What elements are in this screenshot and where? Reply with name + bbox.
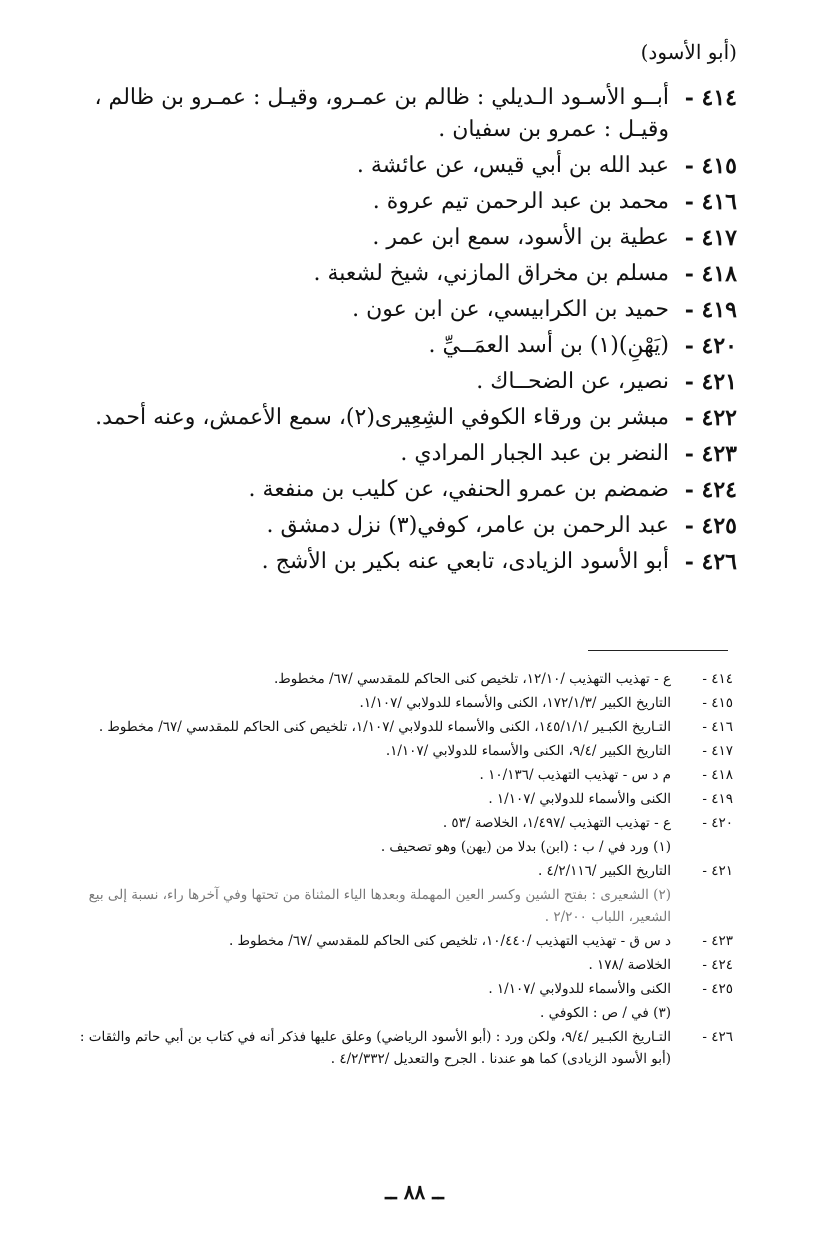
footnote-text: (٢) الشعيرى : بفتح الشين وكسر العين المهملة وبعدها الياء المثناة من تحتها وفي آخرها راء، نسبة إلى بيع الشعير، اللباب ٢/٢٠٠ . bbox=[88, 887, 671, 925]
entry-number: ٤٢٢ - bbox=[684, 405, 737, 431]
entry-424 bbox=[57, 474, 737, 506]
footnote-text: التاريخ الكبير /٤/٢/١١٦ . bbox=[537, 863, 671, 879]
footnote-417 bbox=[73, 740, 733, 762]
entry-text: حميد بن الكرابيسي، عن ابن عون . bbox=[352, 297, 669, 322]
entry-421 bbox=[57, 366, 737, 398]
footnote-number: ٤٢٣ - bbox=[702, 933, 733, 949]
entry-number: ٤٢٣ - bbox=[684, 441, 737, 467]
footnote-number: ٤١٩ - bbox=[702, 791, 733, 807]
footnote-text: (١) ورد في / ب : (ابن) بدلا من (يهن) وهو تصحيف . bbox=[380, 839, 671, 855]
footnote-text: الكنى والأسماء للدولابي /١/١٠٧ . bbox=[488, 981, 671, 997]
entry-text: ضمضم بن عمرو الحنفي، عن كليب بن منفعة . bbox=[248, 477, 669, 502]
entry-418 bbox=[57, 258, 737, 290]
page-number: ــ ٨٨ ــ bbox=[385, 1180, 444, 1204]
footnote-414 bbox=[73, 668, 733, 690]
footnote-sub-1 bbox=[73, 836, 733, 858]
entry-number: ٤٢١ - bbox=[684, 369, 737, 395]
entry-419 bbox=[57, 294, 737, 326]
footnote-number: ٤١٧ - bbox=[702, 743, 733, 759]
entry-number: ٤١٩ - bbox=[684, 297, 737, 323]
entry-number: ٤٢٥ - bbox=[684, 513, 737, 539]
entry-number: ٤١٤ - bbox=[684, 85, 737, 111]
entries-list bbox=[57, 82, 737, 582]
footnote-number: ٤١٦ - bbox=[702, 719, 733, 735]
footnote-number: ٤٢٦ - bbox=[702, 1029, 733, 1045]
footnote-number: ٤١٨ - bbox=[702, 767, 733, 783]
footnote-418 bbox=[73, 764, 733, 786]
entry-415 bbox=[57, 150, 737, 182]
entry-text: عبد الله بن أبي قيس، عن عائشة . bbox=[356, 153, 669, 178]
entry-422 bbox=[57, 402, 737, 434]
entry-420 bbox=[57, 330, 737, 362]
entry-number: ٤١٥ - bbox=[684, 153, 737, 179]
footnotes-list bbox=[73, 668, 733, 1072]
footnote-419 bbox=[73, 788, 733, 810]
footnote-420 bbox=[73, 812, 733, 834]
entry-text: عطية بن الأسود، سمع ابن عمر . bbox=[372, 225, 669, 250]
entry-text: النضر بن عبد الجبار المرادي . bbox=[400, 441, 669, 466]
footnote-423 bbox=[73, 930, 733, 952]
entry-426 bbox=[57, 546, 737, 578]
footnote-text: م د س - تهذيب التهذيب /١٠/١٣٦ . bbox=[479, 767, 671, 783]
footnote-sub-3 bbox=[73, 1002, 733, 1024]
footnote-425 bbox=[73, 978, 733, 1000]
entry-text: مبشر بن ورقاء الكوفي الشِعِيرى(٢)، سمع الأعمش، وعنه أحمد. bbox=[95, 405, 669, 430]
footnote-text: الكنى والأسماء للدولابي /١/١٠٧ . bbox=[488, 791, 671, 807]
entry-text: محمد بن عبد الرحمن تيم عروة . bbox=[372, 189, 669, 214]
footnote-divider bbox=[588, 650, 728, 651]
footnote-number: ٤٢٥ - bbox=[702, 981, 733, 997]
footnote-text: ع - تهذيب التهذيب /١٢/١٠، تلخيص كنى الحاكم للمقدسي /٦٧/ مخطوط. bbox=[273, 671, 671, 687]
entry-text: أبو الأسود الزيادى، تابعي عنه بكير بن الأشج . bbox=[261, 549, 669, 574]
entry-417 bbox=[57, 222, 737, 254]
footnote-number: ٤٢٤ - bbox=[702, 957, 733, 973]
footnote-text: التـاريخ الكبـير /٩/٤، ولكن ورد : (أبو الأسود الرياضي) وعلق عليها فذكر أنه في كتاب بن أبي حاتم والثقات : (أبو الأسود الزيادى) كما هو عندنا . الجرح والتعديل /٤/٢/٣٣٢ . bbox=[79, 1029, 671, 1067]
entry-number: ٤١٦ - bbox=[684, 189, 737, 215]
footnote-424 bbox=[73, 954, 733, 976]
entry-number: ٤٢٦ - bbox=[684, 549, 737, 575]
entry-text: نصير، عن الضحــاك . bbox=[476, 369, 669, 394]
footnote-text: التـاريخ الكبـير /١٤٥/١/١، الكنى والأسماء للدولابي /١/١٠٧، تلخيص كنى الحاكم للمقدسي /٦٧/ مخطوط . bbox=[98, 719, 671, 735]
footnote-number: ٤١٤ - bbox=[702, 671, 733, 687]
entry-number: ٤١٨ - bbox=[684, 261, 737, 287]
footnote-421 bbox=[73, 860, 733, 882]
entry-text: (يَهْنِ)(١) بن أسد العمَــيِّ . bbox=[428, 333, 669, 358]
footnote-number: ٤١٥ - bbox=[702, 695, 733, 711]
footnote-text: ع - تهذيب التهذيب /١/٤٩٧، الخلاصة /٥٣ . bbox=[442, 815, 671, 831]
footnote-416 bbox=[73, 716, 733, 738]
footnote-text: التاريخ الكبير /٩/٤، الكنى والأسماء للدولابي /١/١٠٧. bbox=[385, 743, 671, 759]
footnote-text: د س ق - تهذيب التهذيب /١٠/٤٤٠، تلخيص كنى الحاكم للمقدسي /٦٧/ مخطوط . bbox=[228, 933, 671, 949]
entry-text: عبد الرحمن بن عامر، كوفي(٣) نزل دمشق . bbox=[266, 513, 669, 538]
entry-number: ٤١٧ - bbox=[684, 225, 737, 251]
entry-text: مسلم بن مخراق المازني، شيخ لشعبة . bbox=[313, 261, 669, 286]
entry-425 bbox=[57, 510, 737, 542]
entry-number: ٤٢٠ - bbox=[684, 333, 737, 359]
footnote-sub-2 bbox=[73, 884, 733, 928]
entry-text: أبــو الأسـود الـديلي : ظالم بن عمـرو، وقيـل : عمـرو بن ظالم ، وقيـل : عمرو بن سفيان . bbox=[94, 85, 669, 142]
footnote-text: الخلاصة /١٧٨ . bbox=[588, 957, 671, 973]
footnote-text: التاريخ الكبير /١٧٢/١/٣، الكنى والأسماء للدولابي /١/١٠٧. bbox=[359, 695, 671, 711]
footnote-text: (٣) في / ص : الكوفي . bbox=[540, 1005, 671, 1021]
section-heading: (أبو الأسود) bbox=[640, 40, 737, 64]
entry-414 bbox=[57, 82, 737, 146]
footnote-number: ٤٢٠ - bbox=[702, 815, 733, 831]
footnote-415 bbox=[73, 692, 733, 714]
footnote-number: ٤٢١ - bbox=[702, 863, 733, 879]
entry-416 bbox=[57, 186, 737, 218]
entry-423 bbox=[57, 438, 737, 470]
footnote-426 bbox=[73, 1026, 733, 1070]
entry-number: ٤٢٤ - bbox=[684, 477, 737, 503]
